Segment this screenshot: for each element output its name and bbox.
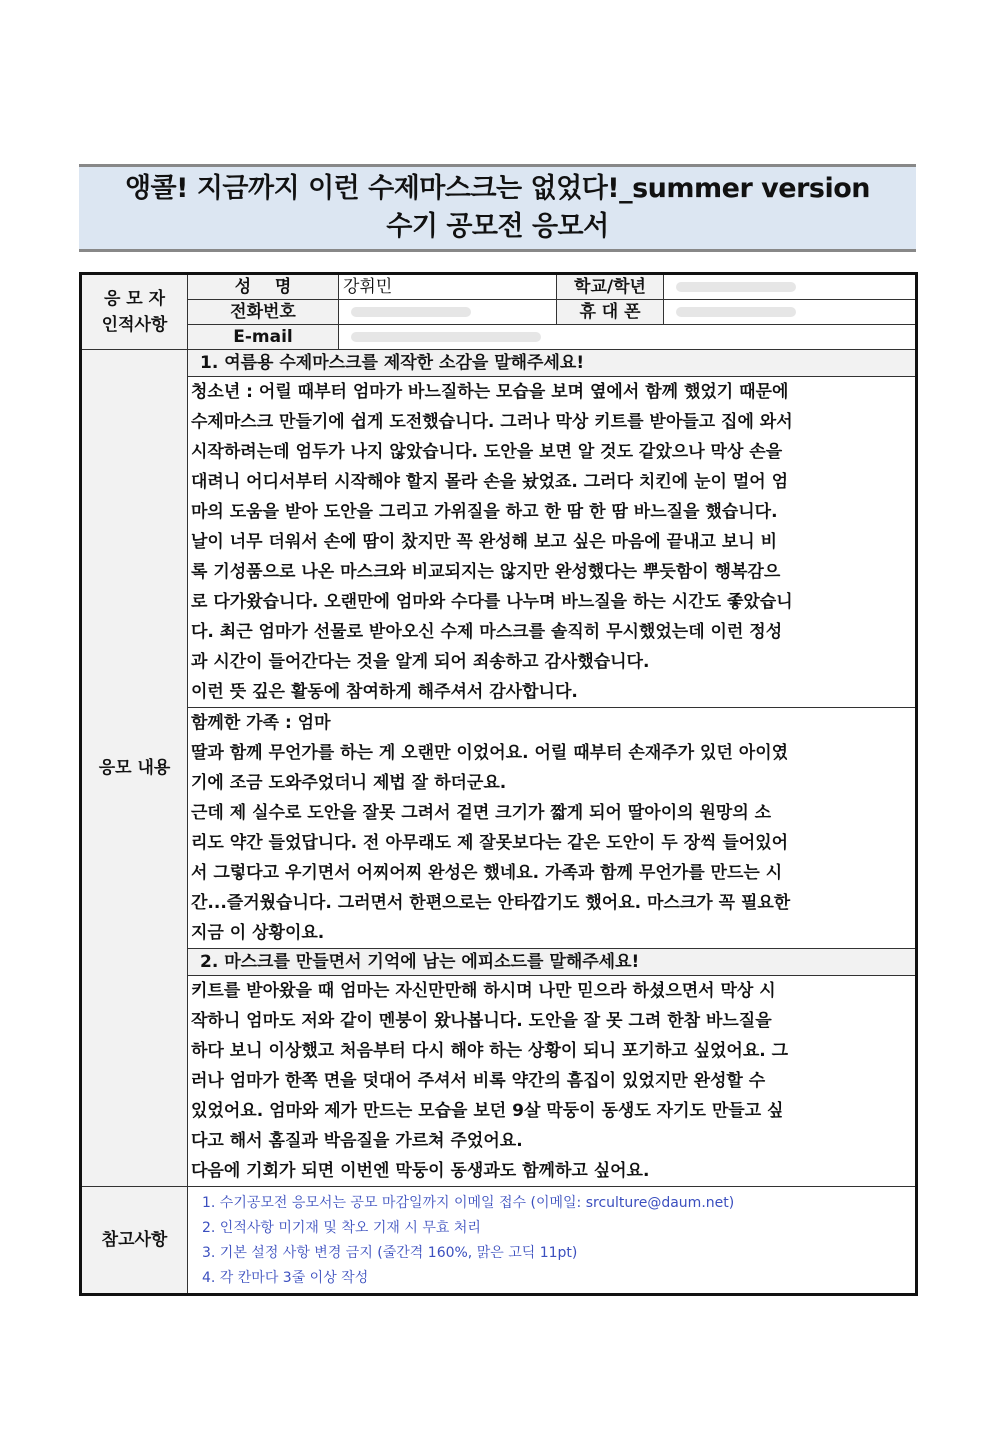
name-label: 성 명 [188, 274, 339, 300]
application-form-table [79, 272, 918, 1296]
answer-line: 시작하려는데 엄두가 나지 않았습니다. 도안을 보면 알 것도 같았으나 막상 손을 [191, 442, 783, 462]
answer-line: 키트를 받아왔을 때 엄마는 자신만만해 하시며 나만 믿으라 하셨으면서 막상 시 [191, 981, 776, 1001]
answer-2 [188, 976, 917, 1187]
mobile-value-redacted [664, 300, 917, 325]
question-2: 2. 마스크를 만들면서 기억에 남는 에피소드를 말해주세요! [188, 949, 917, 976]
answer-line: 작하니 엄마도 저와 같이 멘붕이 왔나봅니다. 도안을 잘 못 그려 한참 바느질을 [191, 1011, 772, 1031]
name-value: 강휘민 [339, 274, 557, 300]
redacted-mark [351, 332, 541, 342]
notes-section-label: 참고사항 [81, 1187, 188, 1295]
school-label: 학교/학년 [557, 274, 664, 300]
title-line-2: 수기 공모전 응모서 [386, 211, 609, 242]
redacted-mark [676, 307, 796, 317]
applicant-section-label [81, 274, 188, 350]
answer-line: 러나 엄마가 한쪽 면을 덧대어 주셔서 비록 약간의 흠집이 있었지만 완성할 수 [191, 1071, 766, 1091]
answer-line: 다음에 기회가 되면 이번엔 막둥이 동생과도 함께하고 싶어요. [191, 1161, 650, 1181]
notes-list [188, 1187, 917, 1295]
content-section-label: 응모 내용 [81, 350, 188, 1187]
answer-line: 날이 너무 더워서 손에 땀이 찼지만 꼭 완성해 보고 싶은 마음에 끝내고 보니 비 [191, 532, 778, 552]
answer-line: 서 그렇다고 우기면서 어찌어찌 완성은 했네요. 가족과 함께 무언가를 만드는 시 [191, 863, 783, 883]
phone-label: 전화번호 [188, 300, 339, 325]
answer-1-student [188, 377, 917, 708]
email-label: E-mail [188, 325, 339, 350]
answer-line: 록 기성품으로 나온 마스크와 비교되지는 않지만 완성했다는 뿌듯함이 행복감으 [191, 562, 781, 582]
applicant-label-line-2: 인적사항 [101, 315, 168, 335]
answer-line: 하다 보니 이상했고 처음부터 다시 해야 하는 상황이 되니 포기하고 싶었어요. 그 [191, 1041, 789, 1061]
answer-1-family [188, 708, 917, 949]
title-line-1: 앵콜! 지금까지 이런 수제마스크는 없었다!_summer version [124, 173, 871, 204]
answer-line: 마의 도움을 받아 도안을 그리고 가위질을 하고 한 땀 한 땀 바느질을 했습니다. [191, 502, 778, 522]
redacted-mark [676, 282, 796, 292]
answer-line: 수제마스크 만들기에 쉽게 도전했습니다. 그러나 막상 키트를 받아들고 집에 와서 [191, 412, 793, 432]
answer-line: 있었어요. 엄마와 제가 만드는 모습을 보던 9살 막둥이 동생도 자기도 만들고 싶 [191, 1101, 784, 1121]
answer-line: 간...즐거웠습니다. 그러면서 한편으로는 안타깝기도 했어요. 마스크가 꼭 필요한 [191, 893, 791, 913]
redacted-mark [351, 307, 471, 317]
answer-line: 지금 이 상황이요. [191, 923, 325, 943]
answer-line: 기에 조금 도와주었더니 제법 잘 하더군요. [191, 773, 507, 793]
answer-line: 다. 최근 엄마가 선물로 받아오신 수제 마스크를 솔직히 무시했었는데 이런 정성 [191, 622, 783, 642]
email-value-redacted [339, 325, 917, 350]
answer-line: 다고 해서 홈질과 박음질을 가르쳐 주었어요. [191, 1131, 523, 1151]
answer-line: 근데 제 실수로 도안을 잘못 그려서 겉면 크기가 짧게 되어 딸아이의 원망의 소 [191, 803, 772, 823]
answer-line: 리도 약간 들었답니다. 전 아무래도 제 잘못보다는 같은 도안이 두 장씩 들어있어 [191, 833, 789, 853]
note-item: 3. 기본 설정 사항 변경 금지 (줄간격 160%, 맑은 고딕 11pt) [202, 1245, 578, 1261]
applicant-label-line-1: 응 모 자 [103, 289, 166, 309]
answer-line: 로 다가왔습니다. 오랜만에 엄마와 수다를 나누며 바느질을 하는 시간도 좋았습니 [191, 592, 793, 612]
phone-value-redacted [339, 300, 557, 325]
answer-line: 대려니 어디서부터 시작해야 할지 몰라 손을 놨었죠. 그러다 치킨에 눈이 멀어 엄 [191, 472, 789, 492]
mobile-label: 휴 대 폰 [557, 300, 664, 325]
title-banner [79, 164, 916, 252]
note-item: 1. 수기공모전 응모서는 공모 마감일까지 이메일 접수 (이메일: srculture@daum.net) [202, 1195, 735, 1211]
note-item: 2. 인적사항 미기재 및 착오 기재 시 무효 처리 [202, 1220, 481, 1236]
school-value-redacted [664, 274, 917, 300]
question-1: 1. 여름용 수제마스크를 제작한 소감을 말해주세요! [188, 350, 917, 377]
answer-line: 청소년 : 어릴 때부터 엄마가 바느질하는 모습을 보며 옆에서 함께 했었기 때문에 [191, 382, 789, 402]
note-item: 4. 각 칸마다 3줄 이상 작성 [202, 1270, 369, 1286]
answer-line: 과 시간이 들어간다는 것을 알게 되어 죄송하고 감사했습니다. [191, 652, 650, 672]
answer-line: 딸과 함께 무언가를 하는 게 오랜만 이었어요. 어릴 때부터 손재주가 있던 아이였 [191, 743, 789, 763]
answer-line: 함께한 가족 : 엄마 [191, 713, 331, 733]
answer-line: 이런 뜻 깊은 활동에 참여하게 해주셔서 감사합니다. [191, 682, 578, 702]
